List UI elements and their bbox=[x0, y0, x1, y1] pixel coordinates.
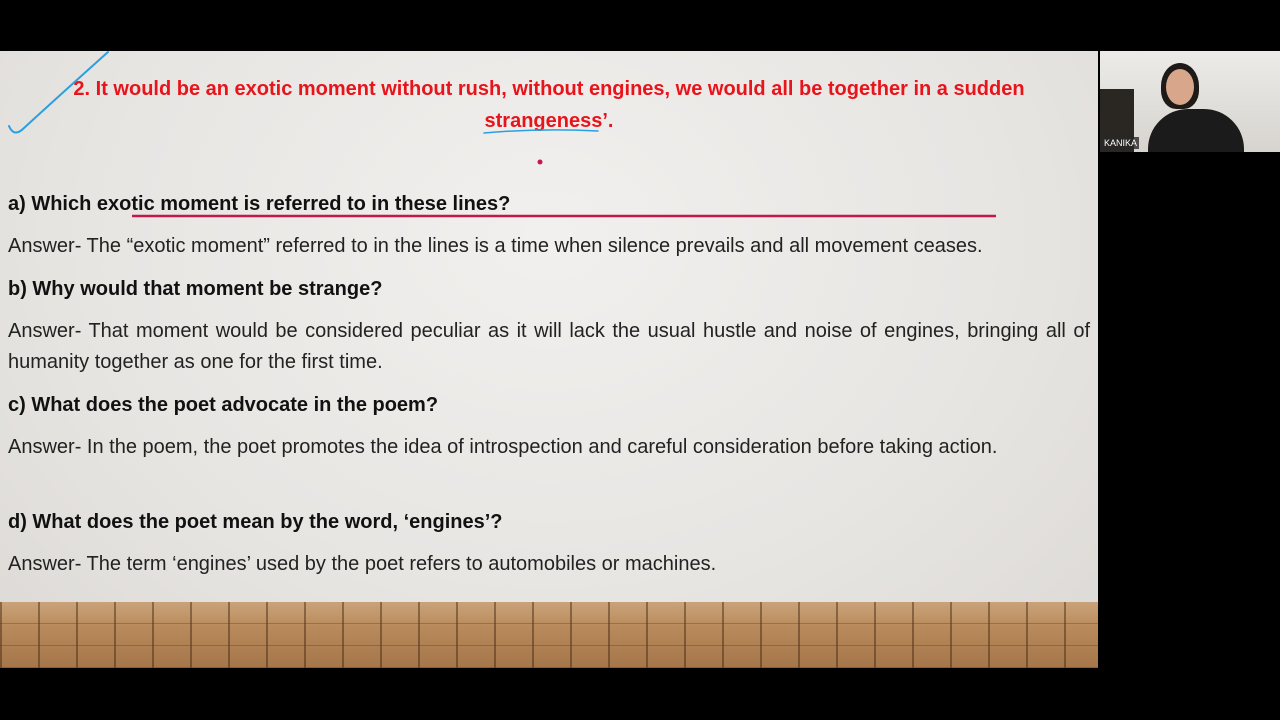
question-c: c) What does the poet advocate in the poem? bbox=[8, 394, 439, 416]
answer-a: Answer- The “exotic moment” referred to in the lines is a time when silence prevails and all movement ceases. bbox=[8, 235, 983, 257]
webcam-name-label: KANIKA bbox=[1104, 138, 1138, 148]
answer-d: Answer- The term ‘engines’ used by the poet refers to automobiles or machines. bbox=[8, 553, 717, 575]
answer-c: Answer- In the poem, the poet promotes the idea of introspection and careful consideration before taking action. bbox=[8, 436, 998, 458]
question-b: b) Why would that moment be strange? bbox=[8, 278, 383, 300]
answer-b: Answer- That moment would be considered peculiar as it will lack the usual hustle and noise of engines, bringing all of humanity together as one for the first time. bbox=[8, 320, 1090, 373]
question-d: d) What does the poet mean by the word, ‘engines’? bbox=[8, 511, 503, 533]
presentation-slide bbox=[0, 51, 1098, 668]
question-a: a) Which exotic moment is referred to in these lines? bbox=[8, 193, 511, 215]
presenter-body bbox=[1148, 109, 1244, 152]
wooden-floor-decoration bbox=[0, 602, 1098, 668]
presenter-face bbox=[1166, 69, 1194, 105]
slide-title: 2. It would be an exotic moment without rush, without engines, we would all be together in a sudden strangeness’. bbox=[73, 78, 1025, 132]
